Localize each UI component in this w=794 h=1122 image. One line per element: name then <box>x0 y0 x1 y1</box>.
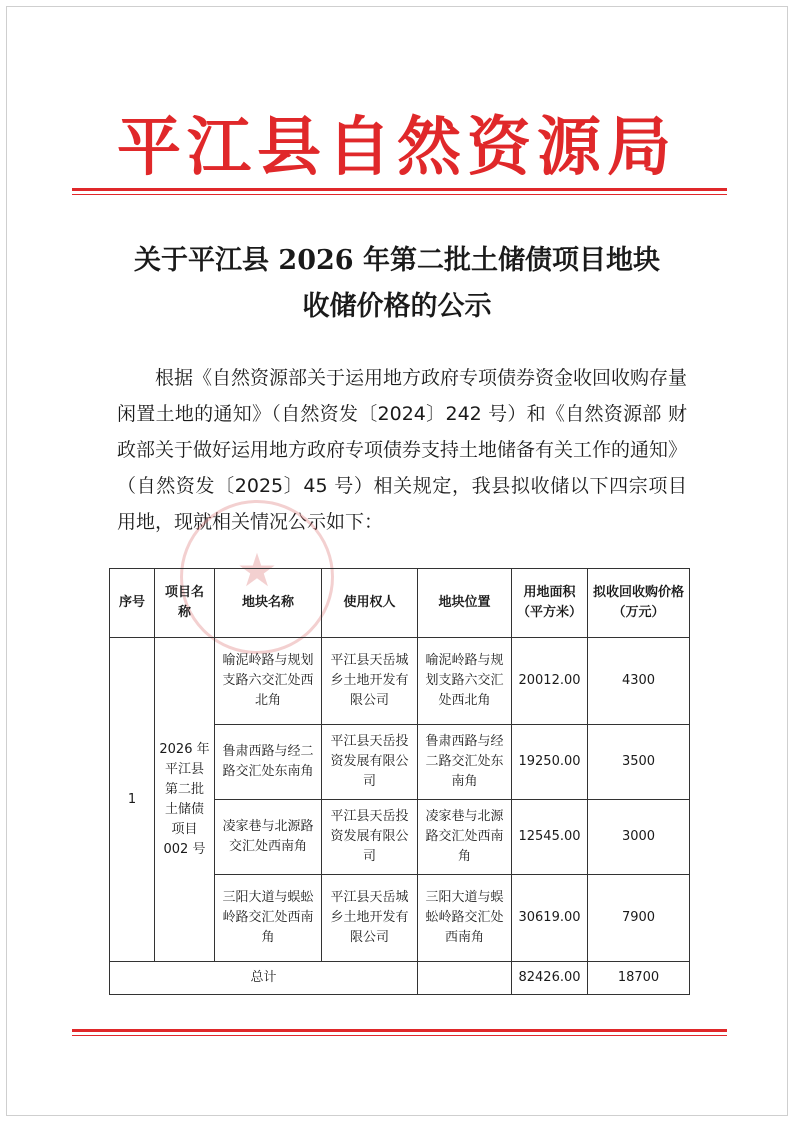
cell-plot: 喻泥岭路与规划支路六交汇处西北角 <box>215 638 322 725</box>
cell-location: 鲁肃西路与经二路交汇处东南角 <box>418 725 512 800</box>
cell-plot: 凌家巷与北源路交汇处西南角 <box>215 800 322 875</box>
cell-price: 4300 <box>588 638 690 725</box>
cell-area: 30619.00 <box>512 875 588 962</box>
header-area: 用地面积（平方米） <box>512 569 588 638</box>
cell-plot: 鲁肃西路与经二路交汇处东南角 <box>215 725 322 800</box>
cell-area: 19250.00 <box>512 725 588 800</box>
document-title-line2: 收储价格的公示 <box>302 291 492 322</box>
cell-location: 三阳大道与蜈蚣岭路交汇处西南角 <box>418 875 512 962</box>
header-location: 地块位置 <box>418 569 512 638</box>
header-owner: 使用权人 <box>322 569 418 638</box>
red-rule-bottom-thin <box>72 1035 727 1036</box>
cell-price: 3500 <box>588 725 690 800</box>
red-rule-top-thin <box>72 194 727 195</box>
cell-area: 20012.00 <box>512 638 588 725</box>
org-header: 平江县自然资源局 <box>117 110 677 185</box>
body-paragraph: 根据《自然资源部关于运用地方政府专项债券资金收回收购存量闲置土地的通知》（自然资发〔2024〕242 号）和《自然资源部 财政部关于做好运用地方政府专项债券支持土地储备有关工作的通知》（自然资发〔2025〕45 号）相关规定，我县拟收储以下四宗项目用地，现就相关情况公示如下： <box>117 367 688 533</box>
cell-project: 2026 年平江县第二批土储债项目 002 号 <box>155 638 215 962</box>
land-table <box>109 568 690 995</box>
total-empty-cell <box>418 962 512 995</box>
cell-area: 12545.00 <box>512 800 588 875</box>
total-price: 18700 <box>588 962 690 995</box>
red-rule-bottom-thick <box>72 1029 727 1032</box>
cell-location: 凌家巷与北源路交汇处西南角 <box>418 800 512 875</box>
red-rule-top-thick <box>72 188 727 191</box>
table-total-row <box>110 962 690 995</box>
cell-location: 喻泥岭路与规划支路六交汇处西北角 <box>418 638 512 725</box>
cell-owner: 平江县天岳投资发展有限公司 <box>322 725 418 800</box>
cell-price: 7900 <box>588 875 690 962</box>
cell-seq: 1 <box>110 638 155 962</box>
header-plot: 地块名称 <box>215 569 322 638</box>
header-project: 项目名称 <box>155 569 215 638</box>
header-price: 拟收回收购价格（万元） <box>588 569 690 638</box>
cell-plot: 三阳大道与蜈蚣岭路交汇处西南角 <box>215 875 322 962</box>
cell-owner: 平江县天岳城乡土地开发有限公司 <box>322 638 418 725</box>
seal-star-icon: ★ <box>236 543 278 597</box>
total-label: 总计 <box>110 962 418 995</box>
cell-owner: 平江县天岳城乡土地开发有限公司 <box>322 875 418 962</box>
cell-price: 3000 <box>588 800 690 875</box>
header-seq: 序号 <box>110 569 155 638</box>
document-title-line1: 关于平江县 2026 年第二批土储债项目地块 <box>134 245 660 276</box>
cell-owner: 平江县天岳投资发展有限公司 <box>322 800 418 875</box>
total-area: 82426.00 <box>512 962 588 995</box>
table-row <box>110 638 690 725</box>
table-header-row <box>110 569 690 638</box>
